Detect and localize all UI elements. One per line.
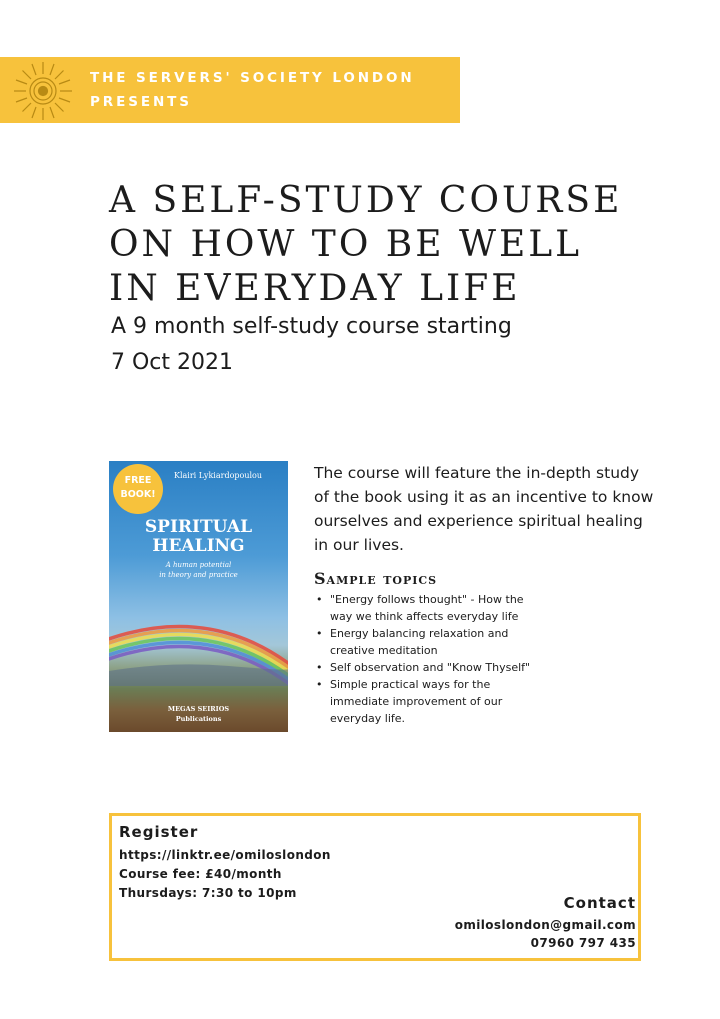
topic-text: Simple practical ways for the [330, 678, 491, 691]
book-subtitle-line-2: in theory and practice [159, 571, 238, 579]
book-subtitle-line-1: A human potential [165, 561, 232, 569]
sun-icon [12, 60, 74, 122]
badge-text-book: BOOK! [120, 489, 156, 500]
sample-topics-heading: Sample topics [314, 569, 438, 588]
course-subtitle-line-1: A 9 month self-study course starting [111, 314, 512, 339]
topic-item [316, 625, 606, 659]
book-author: Klairi Lykiardopoulou [173, 471, 263, 480]
register-heading: Register [119, 823, 199, 841]
course-title-line-2: ON HOW TO BE WELL [109, 224, 583, 265]
topic-text: "Energy follows thought" - How the [330, 593, 524, 606]
topic-text: immediate improvement of our [330, 695, 503, 708]
badge-text-free: FREE [124, 475, 152, 486]
banner-org-name: THE SERVERS' SOCIETY LONDON [90, 70, 415, 86]
course-title-line-3: IN EVERYDAY LIFE [109, 268, 521, 309]
course-fee: Course fee: £40/month [119, 867, 282, 881]
register-link[interactable]: https://linktr.ee/omiloslondon [119, 848, 331, 862]
course-schedule: Thursdays: 7:30 to 10pm [119, 886, 297, 900]
description-line-4: in our lives. [314, 536, 404, 554]
free-book-badge [113, 464, 163, 514]
topic-text: way we think affects everyday life [330, 610, 519, 623]
contact-email[interactable]: omiloslondon@gmail.com [454, 918, 636, 932]
presenter-banner [0, 57, 460, 123]
bullet-icon: • [316, 627, 323, 640]
course-start-date: 7 Oct 2021 [111, 350, 234, 375]
book-publisher-line-1: MEGAS SEIRIOS [167, 705, 230, 713]
bullet-icon: • [316, 678, 323, 691]
description-line-3: ourselves and experience spiritual healing [314, 512, 643, 530]
contact-heading: Contact [563, 894, 636, 912]
course-title-line-1: A SELF-STUDY COURSE [109, 180, 623, 221]
topic-text: creative meditation [330, 644, 438, 657]
book-cover [109, 461, 288, 732]
book-title-line-1: SPIRITUAL [144, 517, 253, 537]
topic-text: everyday life. [330, 712, 406, 725]
banner-presents: PRESENTS [90, 94, 192, 110]
topic-text: Self observation and "Know Thyself" [330, 661, 531, 674]
topic-item [316, 676, 606, 727]
sample-topics-list [316, 591, 606, 727]
topic-text: Energy balancing relaxation and [330, 627, 509, 640]
topic-item [316, 591, 606, 625]
topic-item [316, 659, 606, 676]
bullet-icon: • [316, 593, 323, 606]
book-publisher-line-2: Publications [175, 715, 222, 723]
book-title-line-2: HEALING [152, 536, 245, 556]
description-line-2: of the book using it as an incentive to know [314, 488, 654, 506]
description-line-1: The course will feature the in-depth study [314, 464, 640, 482]
contact-phone[interactable]: 07960 797 435 [530, 936, 636, 950]
bullet-icon: • [316, 661, 323, 674]
